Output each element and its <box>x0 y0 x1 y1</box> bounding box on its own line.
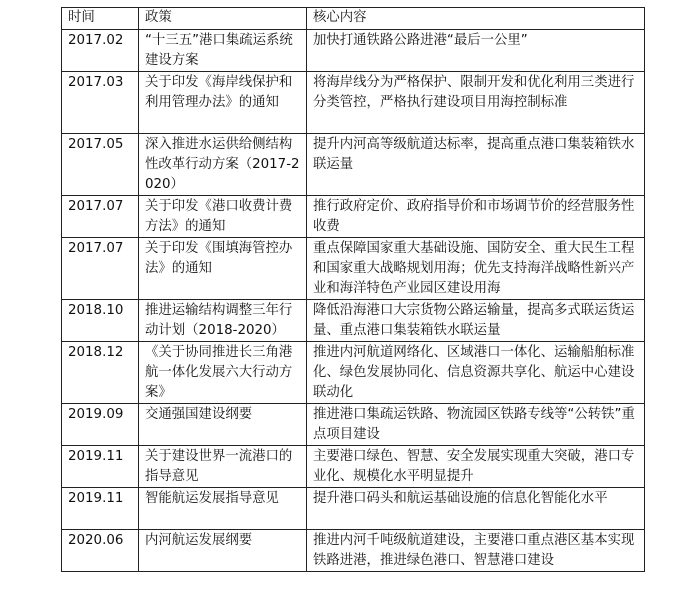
row-policy: 关于印发《海岸线保护和利用管理办法》的通知 <box>139 72 307 134</box>
table-row <box>62 342 645 404</box>
row-content: 主要港口绿色、智慧、安全发展实现重大突破，港口专业化、规模化水平明显提升 <box>307 446 645 488</box>
row-time: 2019.11 <box>62 488 139 530</box>
row-time: 2019.11 <box>62 446 139 488</box>
table-row <box>62 134 645 196</box>
row-content: 提升内河高等级航道达标率，提高重点港口集装箱铁水联运量 <box>307 134 645 196</box>
row-content: 加快打通铁路公路进港“最后一公里” <box>307 30 645 72</box>
row-content: 推行政府定价、政府指导价和市场调节价的经营服务性收费 <box>307 196 645 238</box>
row-content: 推进内河航道网络化、区域港口一体化、运输船舶标准化、绿色发展协同化、信息资源共享化、航运中心建设联动化 <box>307 342 645 404</box>
row-time: 2018.12 <box>62 342 139 404</box>
row-policy: 交通强国建设纲要 <box>139 404 307 446</box>
row-policy: 《关于协同推进长三角港航一体化发展六大行动方案》 <box>139 342 307 404</box>
row-policy: 推进运输结构调整三年行动计划（2018-2020） <box>139 300 307 342</box>
row-time: 2020.06 <box>62 530 139 572</box>
row-policy: “十三五”港口集疏运系统建设方案 <box>139 30 307 72</box>
row-time: 2017.02 <box>62 30 139 72</box>
header-content: 核心内容 <box>307 8 645 30</box>
row-content: 将海岸线分为严格保护、限制开发和优化利用三类进行分类管控，严格执行建设项目用海控制标准 <box>307 72 645 134</box>
header-policy: 政策 <box>139 8 307 30</box>
row-time: 2017.07 <box>62 196 139 238</box>
policy-table <box>61 7 645 572</box>
row-time: 2017.07 <box>62 238 139 300</box>
row-policy: 深入推进水运供给侧结构性改革行动方案（2017-2020） <box>139 134 307 196</box>
row-time: 2019.09 <box>62 404 139 446</box>
table-row <box>62 300 645 342</box>
row-time: 2017.03 <box>62 72 139 134</box>
row-content: 重点保障国家重大基础设施、国防安全、重大民生工程和国家重大战略规划用海；优先支持海洋战略性新兴产业和海洋特色产业园区建设用海 <box>307 238 645 300</box>
table-row <box>62 446 645 488</box>
row-policy: 智能航运发展指导意见 <box>139 488 307 530</box>
table-row <box>62 238 645 300</box>
row-time: 2018.10 <box>62 300 139 342</box>
table-row <box>62 488 645 530</box>
table-row <box>62 404 645 446</box>
table-row <box>62 72 645 134</box>
row-content: 提升港口码头和航运基础设施的信息化智能化水平 <box>307 488 645 530</box>
row-time: 2017.05 <box>62 134 139 196</box>
row-content: 推进内河千吨级航道建设，主要港口重点港区基本实现铁路进港，推进绿色港口、智慧港口建设 <box>307 530 645 572</box>
row-policy: 关于建设世界一流港口的指导意见 <box>139 446 307 488</box>
table-row <box>62 30 645 72</box>
table-row <box>62 530 645 572</box>
row-policy: 关于印发《港口收费计费方法》的通知 <box>139 196 307 238</box>
header-time: 时间 <box>62 8 139 30</box>
row-policy: 关于印发《围填海管控办法》的通知 <box>139 238 307 300</box>
row-content: 降低沿海港口大宗货物公路运输量，提高多式联运货运量、重点港口集装箱铁水联运量 <box>307 300 645 342</box>
row-policy: 内河航运发展纲要 <box>139 530 307 572</box>
table-header-row <box>62 8 645 30</box>
row-content: 推进港口集疏运铁路、物流园区铁路专线等“公转铁”重点项目建设 <box>307 404 645 446</box>
table-row <box>62 196 645 238</box>
